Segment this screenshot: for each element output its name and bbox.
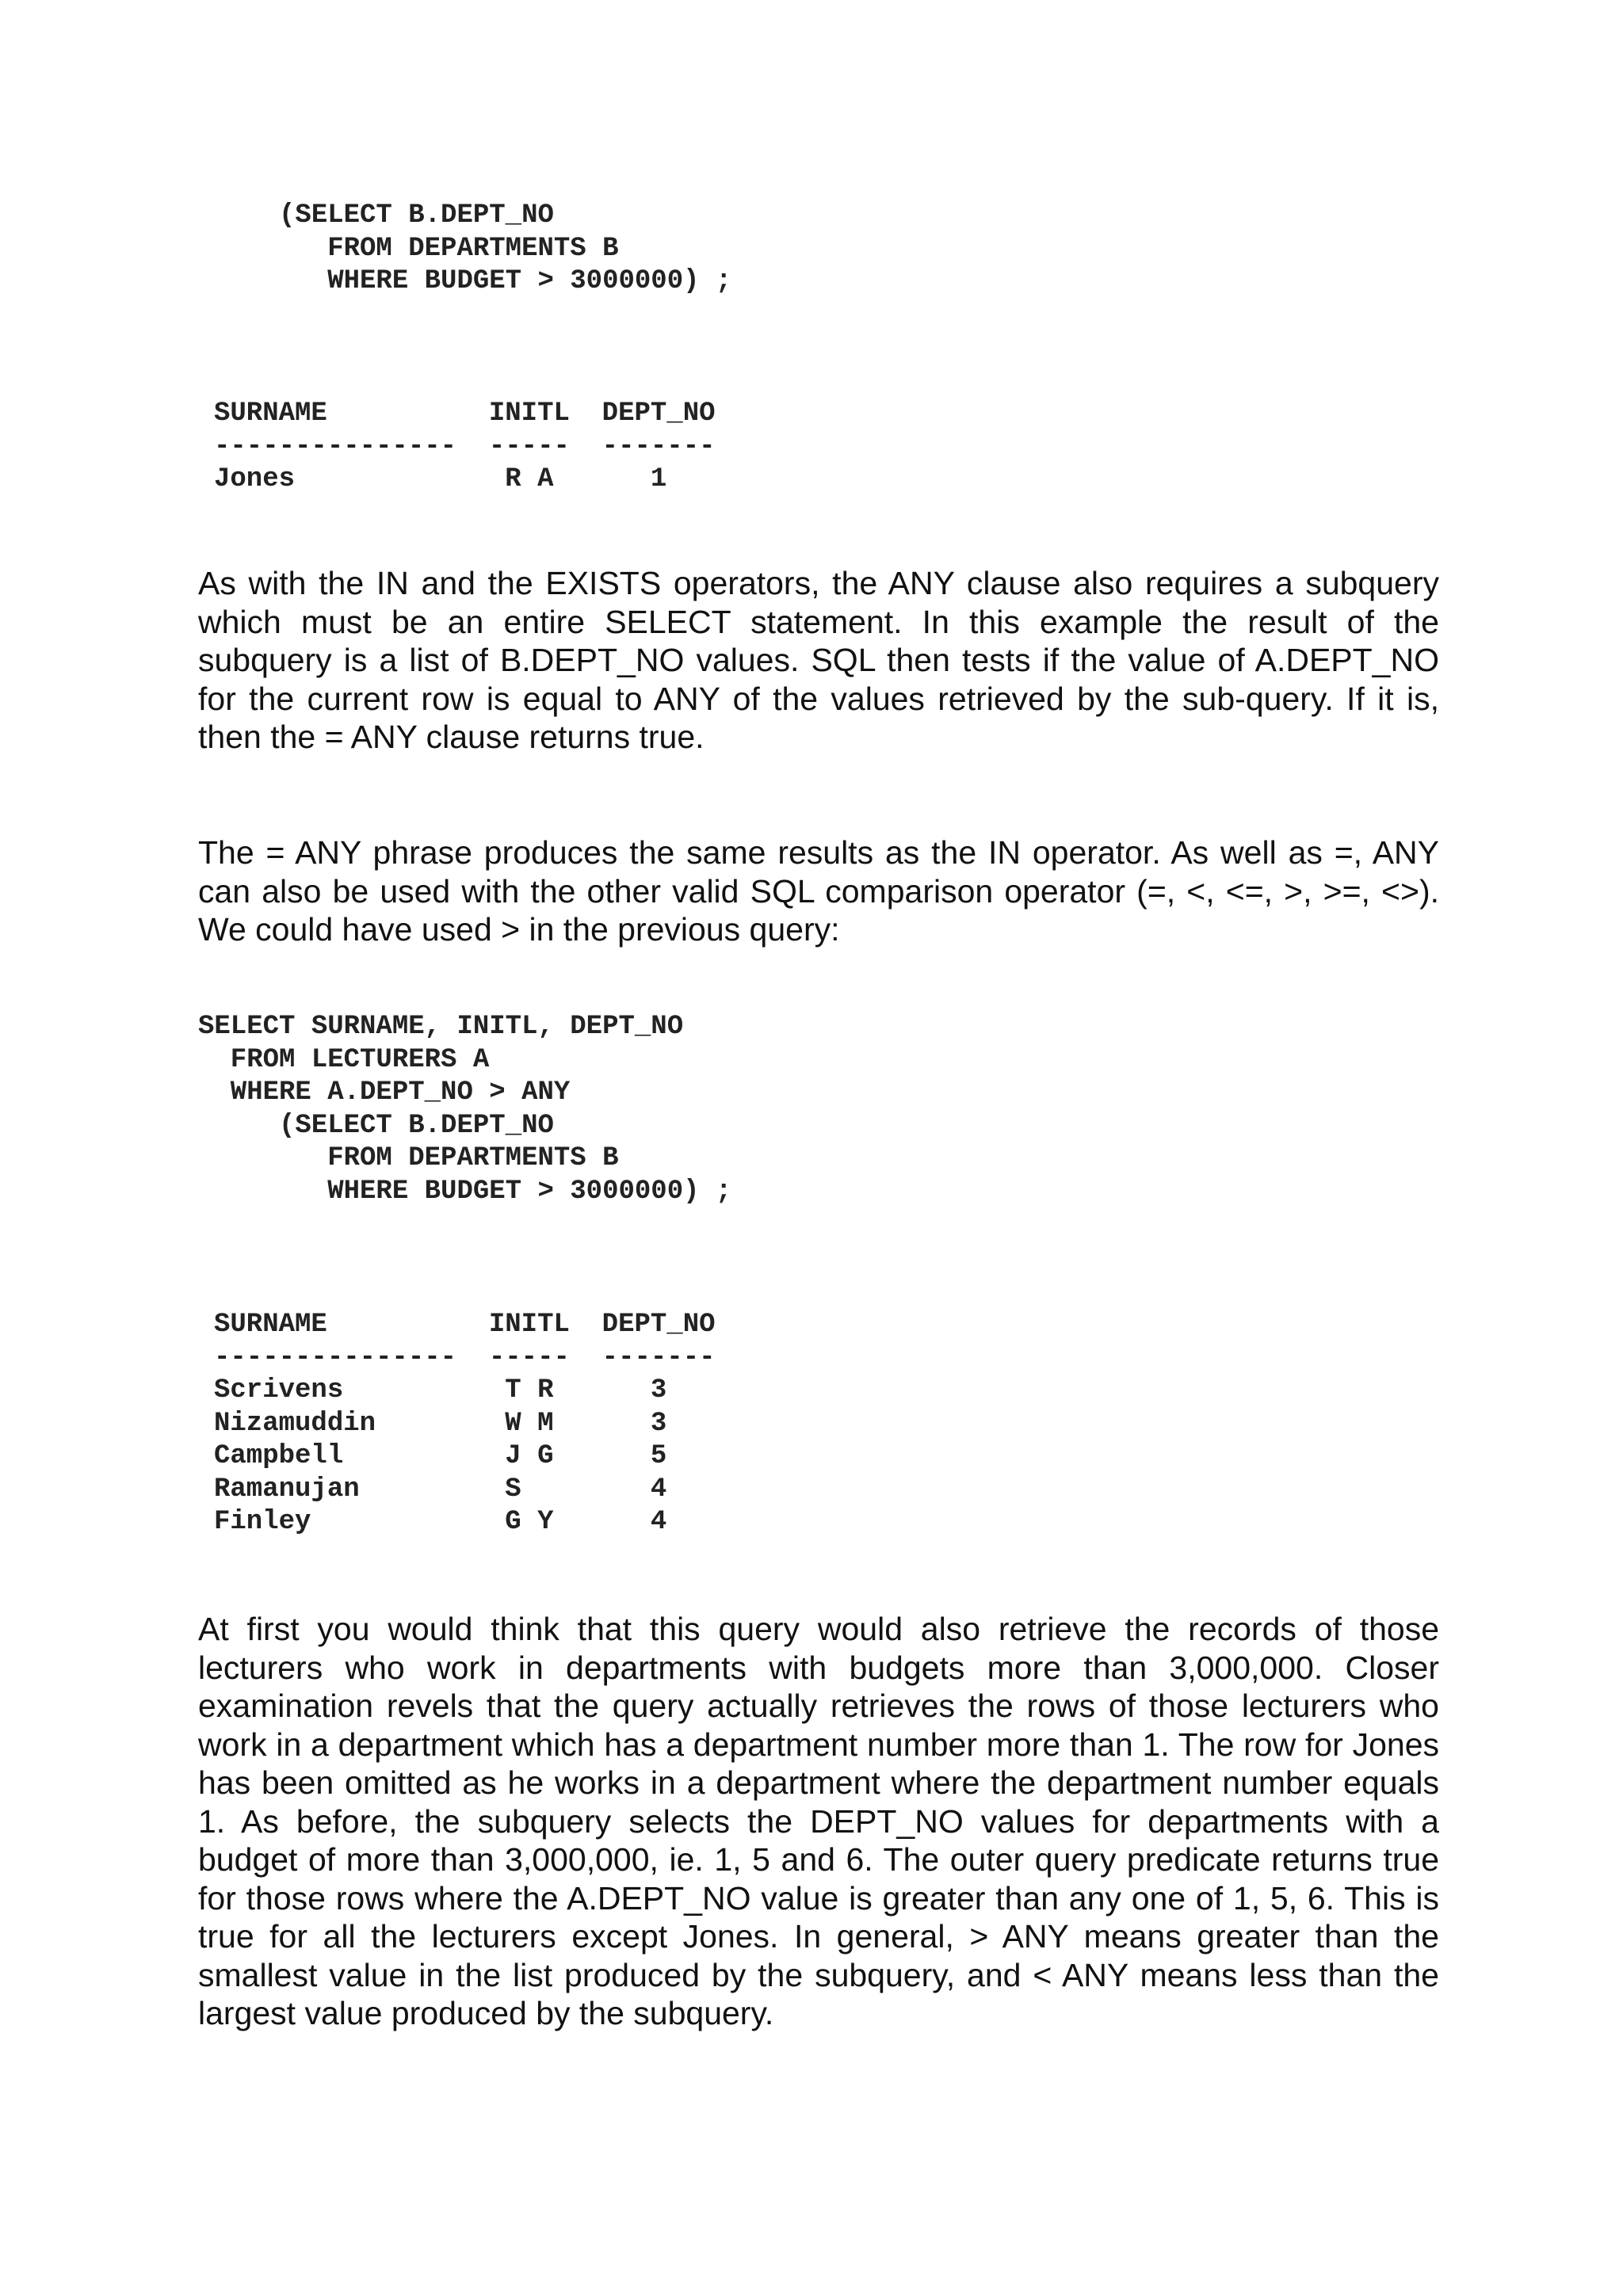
query-result-table-1: SURNAME INITL DEPT_NO --------------- ----- ------- Jones R A 1	[214, 399, 716, 494]
paragraph-explanation: At first you would think that this query would also retrieve the records of those lecturers who work in departments with budgets more than 3,000,000. Closer examination revels that the query actually retrieves the rows of those lecturers who work in a department which has a department number more than 1. The row for Jones has been omitted as he works in a department where the department number equals 1. As before, the subquery selects the DEPT_NO values for departments with a budget of more than 3,000,000, ie. 1, 5 and 6. The outer query predicate returns true for those rows where the A.DEPT_NO value is greater than any one of 1, 5, 6. This is true for all the lecturers except Jones. In general, > ANY means greater than the smallest value in the list produced by the subquery, and < ANY means less than the largest value produced by the subquery.	[198, 1611, 1439, 2031]
query-result-table-2: SURNAME INITL DEPT_NO --------------- ----- ------- Scrivens T R 3 Nizamuddin W M 3 Campbell J G 5 Ramanujan S 4 Finley G Y 4	[214, 1310, 716, 1537]
paragraph-any-operators: The = ANY phrase produces the same results as the IN operator. As well as =, ANY can also be used with the other valid SQL comparison operator (=, <, <=, >, >=, <>). We could have used > in the previous query:	[198, 834, 1439, 948]
sql-code-block-greater-any: SELECT SURNAME, INITL, DEPT_NO FROM LECTURERS A WHERE A.DEPT_NO > ANY (SELECT B.DEPT_NO FROM DEPARTMENTS B WHERE BUDGET > 3000000) ;	[198, 1012, 732, 1207]
sql-code-block-subquery: (SELECT B.DEPT_NO FROM DEPARTMENTS B WHERE BUDGET > 3000000) ;	[279, 200, 732, 296]
paragraph-any-clause: As with the IN and the EXISTS operators, the ANY clause also requires a subquery which must be an entire SELECT statement. In this example the result of the subquery is a list of B.DEPT_NO values. SQL then tests if the value of A.DEPT_NO for the current row is equal to ANY of the values retrieved by the sub-query. If it is, then the = ANY clause returns true.	[198, 565, 1439, 755]
